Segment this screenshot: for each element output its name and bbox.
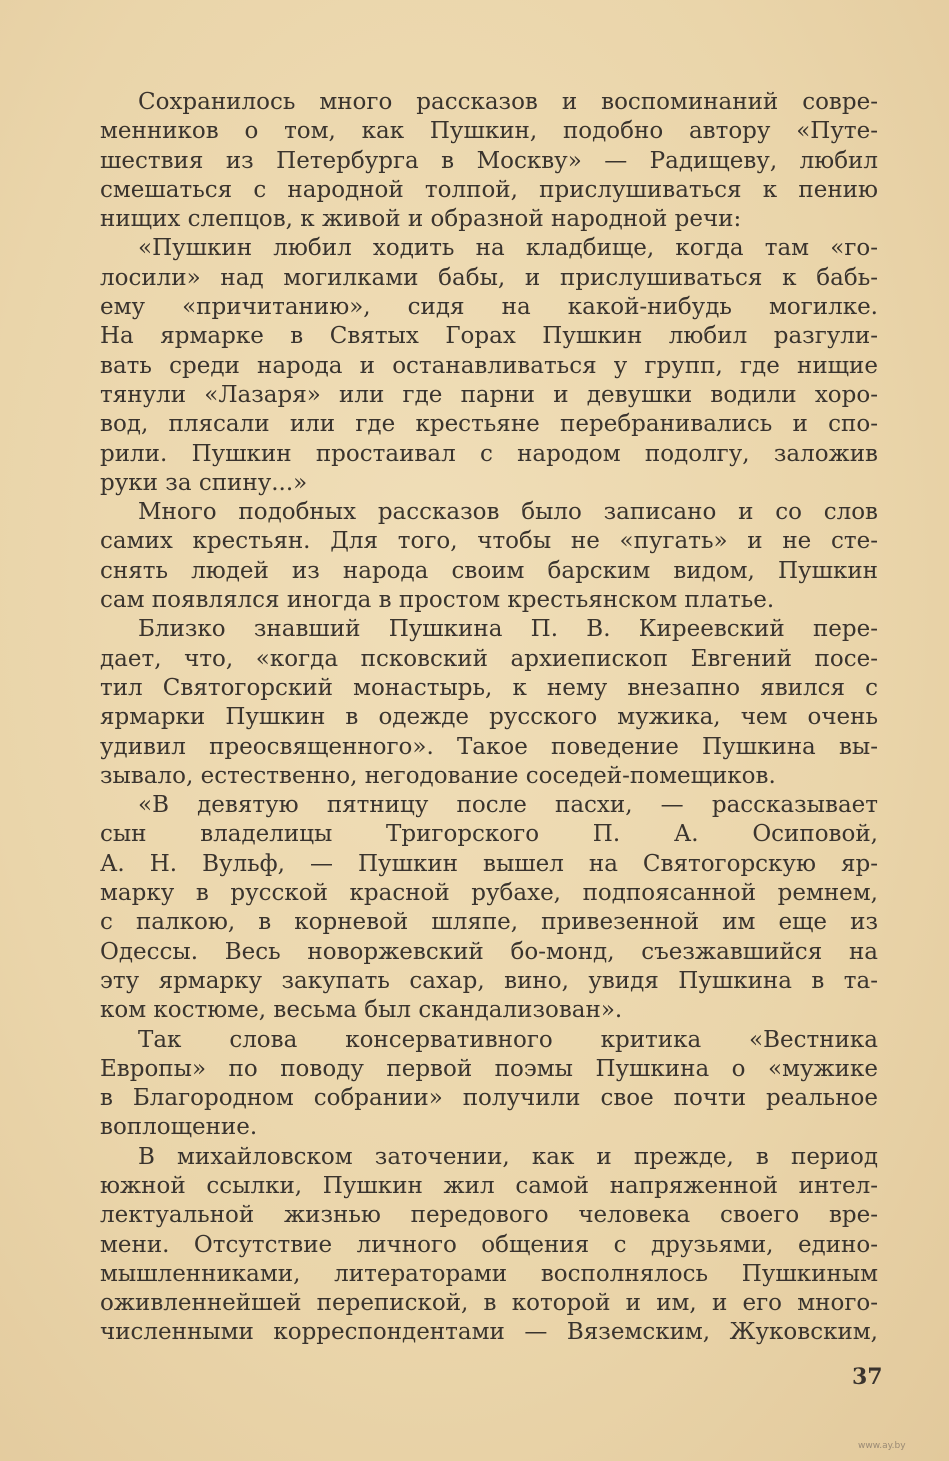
watermark: www.ay.by xyxy=(858,1441,906,1451)
text-line: дает, что, «когда псковский архиепископ Евгений посе- xyxy=(100,645,878,672)
text-line: в Благородном собрании» получили свое почти реальное xyxy=(100,1085,878,1112)
text-line: вод, плясали или где крестьяне перебранивались и спо- xyxy=(100,411,878,438)
text-line: В михайловском заточении, как и прежде, в период xyxy=(138,1143,878,1170)
text-line: марку в русской красной рубахе, подпоясанной ремнем, xyxy=(100,880,878,907)
text-line: численными корреспондентами — Вяземским, Жуковским, xyxy=(100,1319,878,1346)
text-line: А. Н. Вульф, — Пушкин вышел на Святогорскую яр- xyxy=(100,850,878,877)
text-line: руки за спину...» xyxy=(100,469,308,496)
text-line: менников о том, как Пушкин, подобно автору «Путе- xyxy=(100,118,878,145)
text-line: Много подобных рассказов было записано и со слов xyxy=(138,499,878,526)
text-line: ком костюме, весьма был скандализован». xyxy=(100,997,623,1024)
text-line: «Пушкин любил ходить на кладбище, когда там «го- xyxy=(138,235,878,262)
text-line: вать среди народа и останавливаться у групп, где нищие xyxy=(100,352,878,379)
text-line: Европы» по поводу первой поэмы Пушкина о «мужике xyxy=(100,1055,878,1082)
page-number: 37 xyxy=(852,1364,883,1390)
text-line: ярмарки Пушкин в одежде русского мужика, чем очень xyxy=(100,704,878,731)
text-line: мышленниками, литераторами восполнялось Пушкиным xyxy=(100,1260,878,1287)
text-line: удивил преосвященного». Такое поведение Пушкина вы- xyxy=(100,733,878,760)
text-line: тил Святогорский монастырь, к нему внезапно явился с xyxy=(100,674,878,701)
text-line: с палкою, в корневой шляпе, привезенной им еще из xyxy=(100,909,878,936)
text-line: смешаться с народной толпой, прислушиваться к пению xyxy=(100,176,878,203)
text-line: самих крестьян. Для того, чтобы не «пугать» и не сте- xyxy=(100,528,878,555)
text-line: Так слова консервативного критика «Вестника xyxy=(138,1026,878,1053)
text-line: сын владелицы Тригорского П. А. Осиповой, xyxy=(100,821,878,848)
text-line: нищих слепцов, к живой и образной народной речи: xyxy=(100,206,742,233)
text-line: южной ссылки, Пушкин жил самой напряженной интел- xyxy=(100,1172,878,1199)
text-line: зывало, естественно, негодование соседей-помещиков. xyxy=(100,762,776,789)
text-line: ему «причитанию», сидя на какой-нибудь могилке. xyxy=(100,294,878,321)
text-line: Близко знавший Пушкина П. В. Киреевский пере- xyxy=(138,616,878,643)
text-line: мени. Отсутствие личного общения с друзьями, едино- xyxy=(100,1231,878,1258)
text-line: рили. Пушкин простаивал с народом подолгу, заложив xyxy=(100,440,878,467)
text-line: воплощение. xyxy=(100,1114,258,1141)
body-text xyxy=(100,88,878,1348)
text-line: тянули «Лазаря» или где парни и девушки водили хоро- xyxy=(100,381,878,408)
text-line: сам появлялся иногда в простом крестьянском платье. xyxy=(100,587,775,614)
text-line: лосили» над могилками бабы, и прислушиваться к бабь- xyxy=(100,264,878,291)
text-line: эту ярмарку закупать сахар, вино, увидя Пушкина в та- xyxy=(100,967,878,994)
text-line: Одессы. Весь новоржевский бо-монд, съезжавшийся на xyxy=(100,938,878,965)
text-line: «В девятую пятницу после пасхи, — рассказывает xyxy=(138,792,878,819)
text-line: На ярмарке в Святых Горах Пушкин любил разгули- xyxy=(100,323,878,350)
text-line: Сохранилось много рассказов и воспоминаний совре- xyxy=(138,89,878,115)
text-line: оживленнейшей перепиской, в которой и им, и его много- xyxy=(100,1290,878,1317)
text-line: лектуальной жизнью передового человека своего вре- xyxy=(100,1202,878,1229)
text-line: шествия из Петербурга в Москву» — Радищеву, любил xyxy=(100,147,878,174)
text-line: снять людей из народа своим барским видом, Пушкин xyxy=(100,557,878,584)
